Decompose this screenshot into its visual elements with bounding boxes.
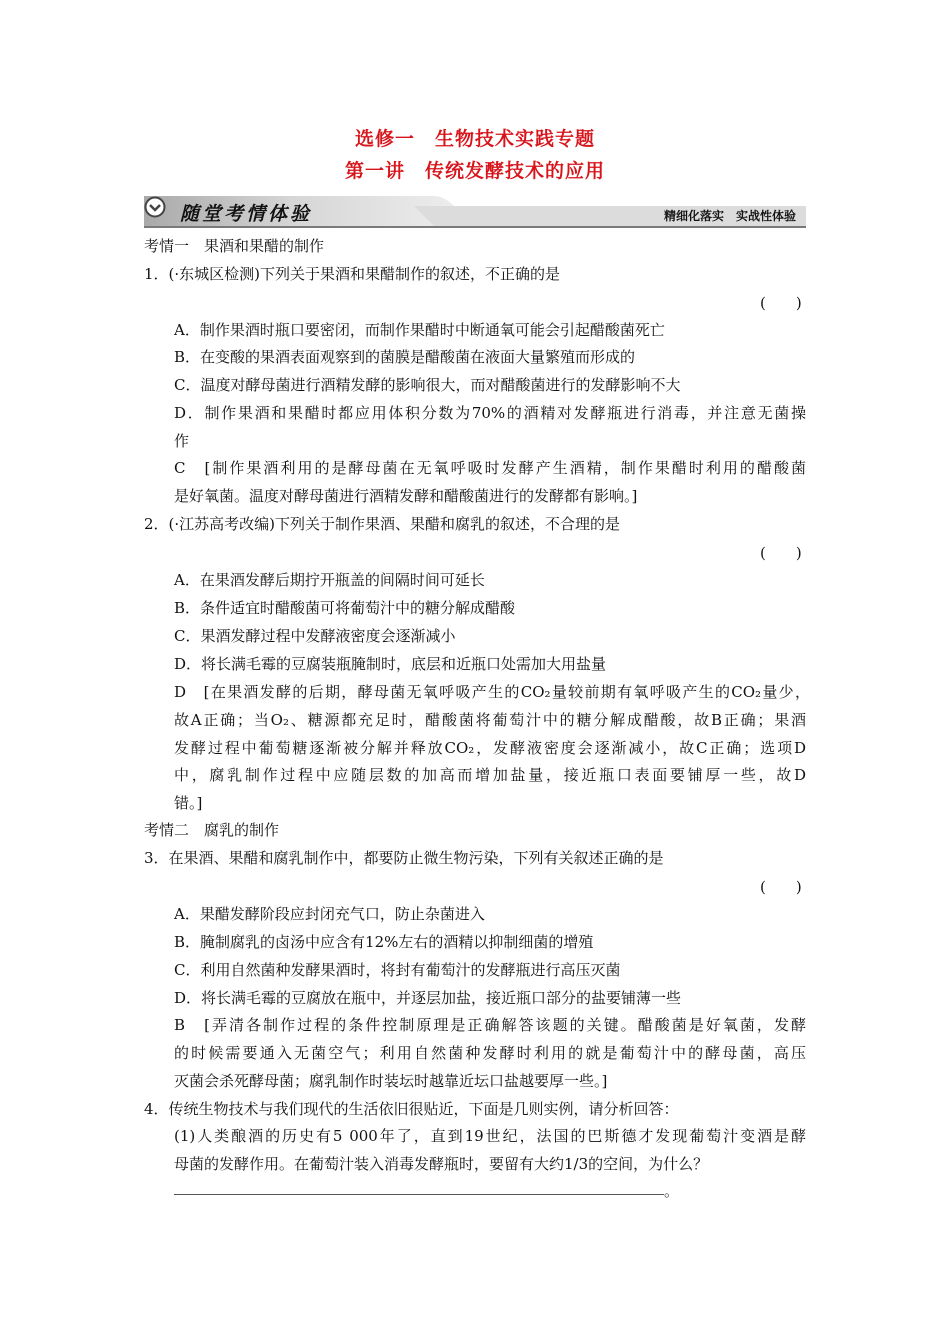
option-d: D．将长满毛霉的豆腐放在瓶中，并逐层加盐，接近瓶口部分的盐要铺薄一些 — [174, 989, 682, 1007]
lecture-title: 第一讲 传统发酵技术的应用 — [344, 160, 605, 182]
section-banner — [144, 196, 806, 228]
answer-blank-line[interactable] — [174, 1194, 664, 1195]
option-b: B．腌制腐乳的卤汤中应含有12%左右的酒精以抑制细菌的增殖 — [174, 933, 594, 951]
option-a: A．果醋发酵阶段应封闭充气口，防止杂菌进入 — [174, 905, 485, 923]
question-4-stem: 4．传统生物技术与我们现代的生活依旧很贴近，下面是几则实例，请分析回答： — [144, 1100, 679, 1118]
answer-explanation-cont: 中，腐乳制作过程中应随层数的加高而增加盐量，接近瓶口表面要铺厚一些，故D — [174, 766, 806, 784]
eye-chevron-icon — [144, 196, 166, 218]
section-heading: 考情一 果酒和果醋的制作 — [144, 237, 325, 255]
sub-question-1-cont: 母菌的发酵作用。在葡萄汁装入消毒发酵瓶时，要留有大约1/3的空间，为什么？ — [174, 1155, 709, 1173]
option-d: D．将长满毛霉的豆腐装瓶腌制时，底层和近瓶口处需加大用盐量 — [174, 655, 607, 673]
document-title: 选修一 生物技术实践专题 — [354, 128, 595, 150]
banner-subtitle: 精细化落实 实战性体验 — [663, 209, 796, 223]
answer-explanation: B [弄清各制作过程的条件控制原理是正确解答该题的关键。醋酸菌是好氧菌，发酵 — [174, 1016, 806, 1034]
option-c: C．果酒发酵过程中发酵液密度会逐渐减小 — [174, 627, 456, 645]
sub-question-1: (1)人类酿酒的历史有5 000年了，直到19世纪，法国的巴斯德才发现葡萄汁变酒是酵 — [174, 1127, 806, 1145]
answer-explanation: D [在果酒发酵的后期，酵母菌无氧呼吸产生的CO₂量较前期有氧呼吸产生的CO₂量少， — [174, 683, 810, 701]
answer-explanation-cont: 错。] — [174, 794, 203, 812]
question-2-stem: 2．(·江苏高考改编)下列关于制作果酒、果醋和腐乳的叙述，不合理的是 — [144, 515, 621, 533]
option-c: C．温度对酵母菌进行酒精发酵的影响很大，而对醋酸菌进行的发酵影响不大 — [174, 376, 681, 394]
question-3-stem: 3．在果酒、果醋和腐乳制作中，都要防止微生物污染，下列有关叙述正确的是 — [144, 849, 664, 867]
blank-period: 。 — [664, 1182, 680, 1200]
option-b: B．在变酸的果酒表面观察到的菌膜是醋酸菌在液面大量繁殖而形成的 — [174, 348, 636, 366]
option-b: B．条件适宜时醋酸菌可将葡萄汁中的糖分解成醋酸 — [174, 599, 516, 617]
answer-paren: ( ) — [760, 878, 802, 896]
question-1-stem: 1．(·东城区检测)下列关于果酒和果醋制作的叙述，不正确的是 — [144, 265, 561, 283]
section-heading: 考情二 腐乳的制作 — [144, 821, 280, 839]
answer-explanation-cont: 是好氧菌。温度对酵母菌进行酒精发酵和醋酸菌进行的发酵都有影响。] — [174, 487, 638, 505]
answer-explanation-cont: 发酵过程中葡萄糖逐渐被分解并释放CO₂，发酵液密度会逐渐减小，故C正确；选项D — [174, 739, 806, 757]
option-a: A．在果酒发酵后期拧开瓶盖的间隔时间可延长 — [174, 571, 485, 589]
answer-explanation-cont: 故A正确；当O₂、糖源都充足时，醋酸菌将葡萄汁中的糖分解成醋酸，故B正确；果酒 — [174, 711, 806, 729]
answer-explanation-cont: 灭菌会杀死酵母菌；腐乳制作时装坛时越靠近坛口盐越要厚一些。] — [174, 1072, 608, 1090]
answer-explanation: C [制作果酒利用的是酵母菌在无氧呼吸时发酵产生酒精，制作果醋时利用的醋酸菌 — [174, 459, 806, 477]
option-a: A．制作果酒时瓶口要密闭，而制作果醋时中断通氧可能会引起醋酸菌死亡 — [174, 321, 665, 339]
answer-paren: ( ) — [760, 294, 802, 312]
answer-explanation-cont: 的时候需要通入无菌空气；利用自然菌种发酵时利用的就是葡萄汁中的酵母菌，高压 — [174, 1044, 806, 1062]
answer-paren: ( ) — [760, 544, 802, 562]
banner-title: 随堂考情体验 — [180, 203, 313, 225]
option-c: C．利用自然菌种发酵果酒时，将封有葡萄汁的发酵瓶进行高压灭菌 — [174, 961, 621, 979]
option-d-cont: 作 — [174, 432, 190, 450]
option-d: D．制作果酒和果醋时都应用体积分数为70%的酒精对发酵瓶进行消毒，并注意无菌操 — [174, 404, 806, 422]
